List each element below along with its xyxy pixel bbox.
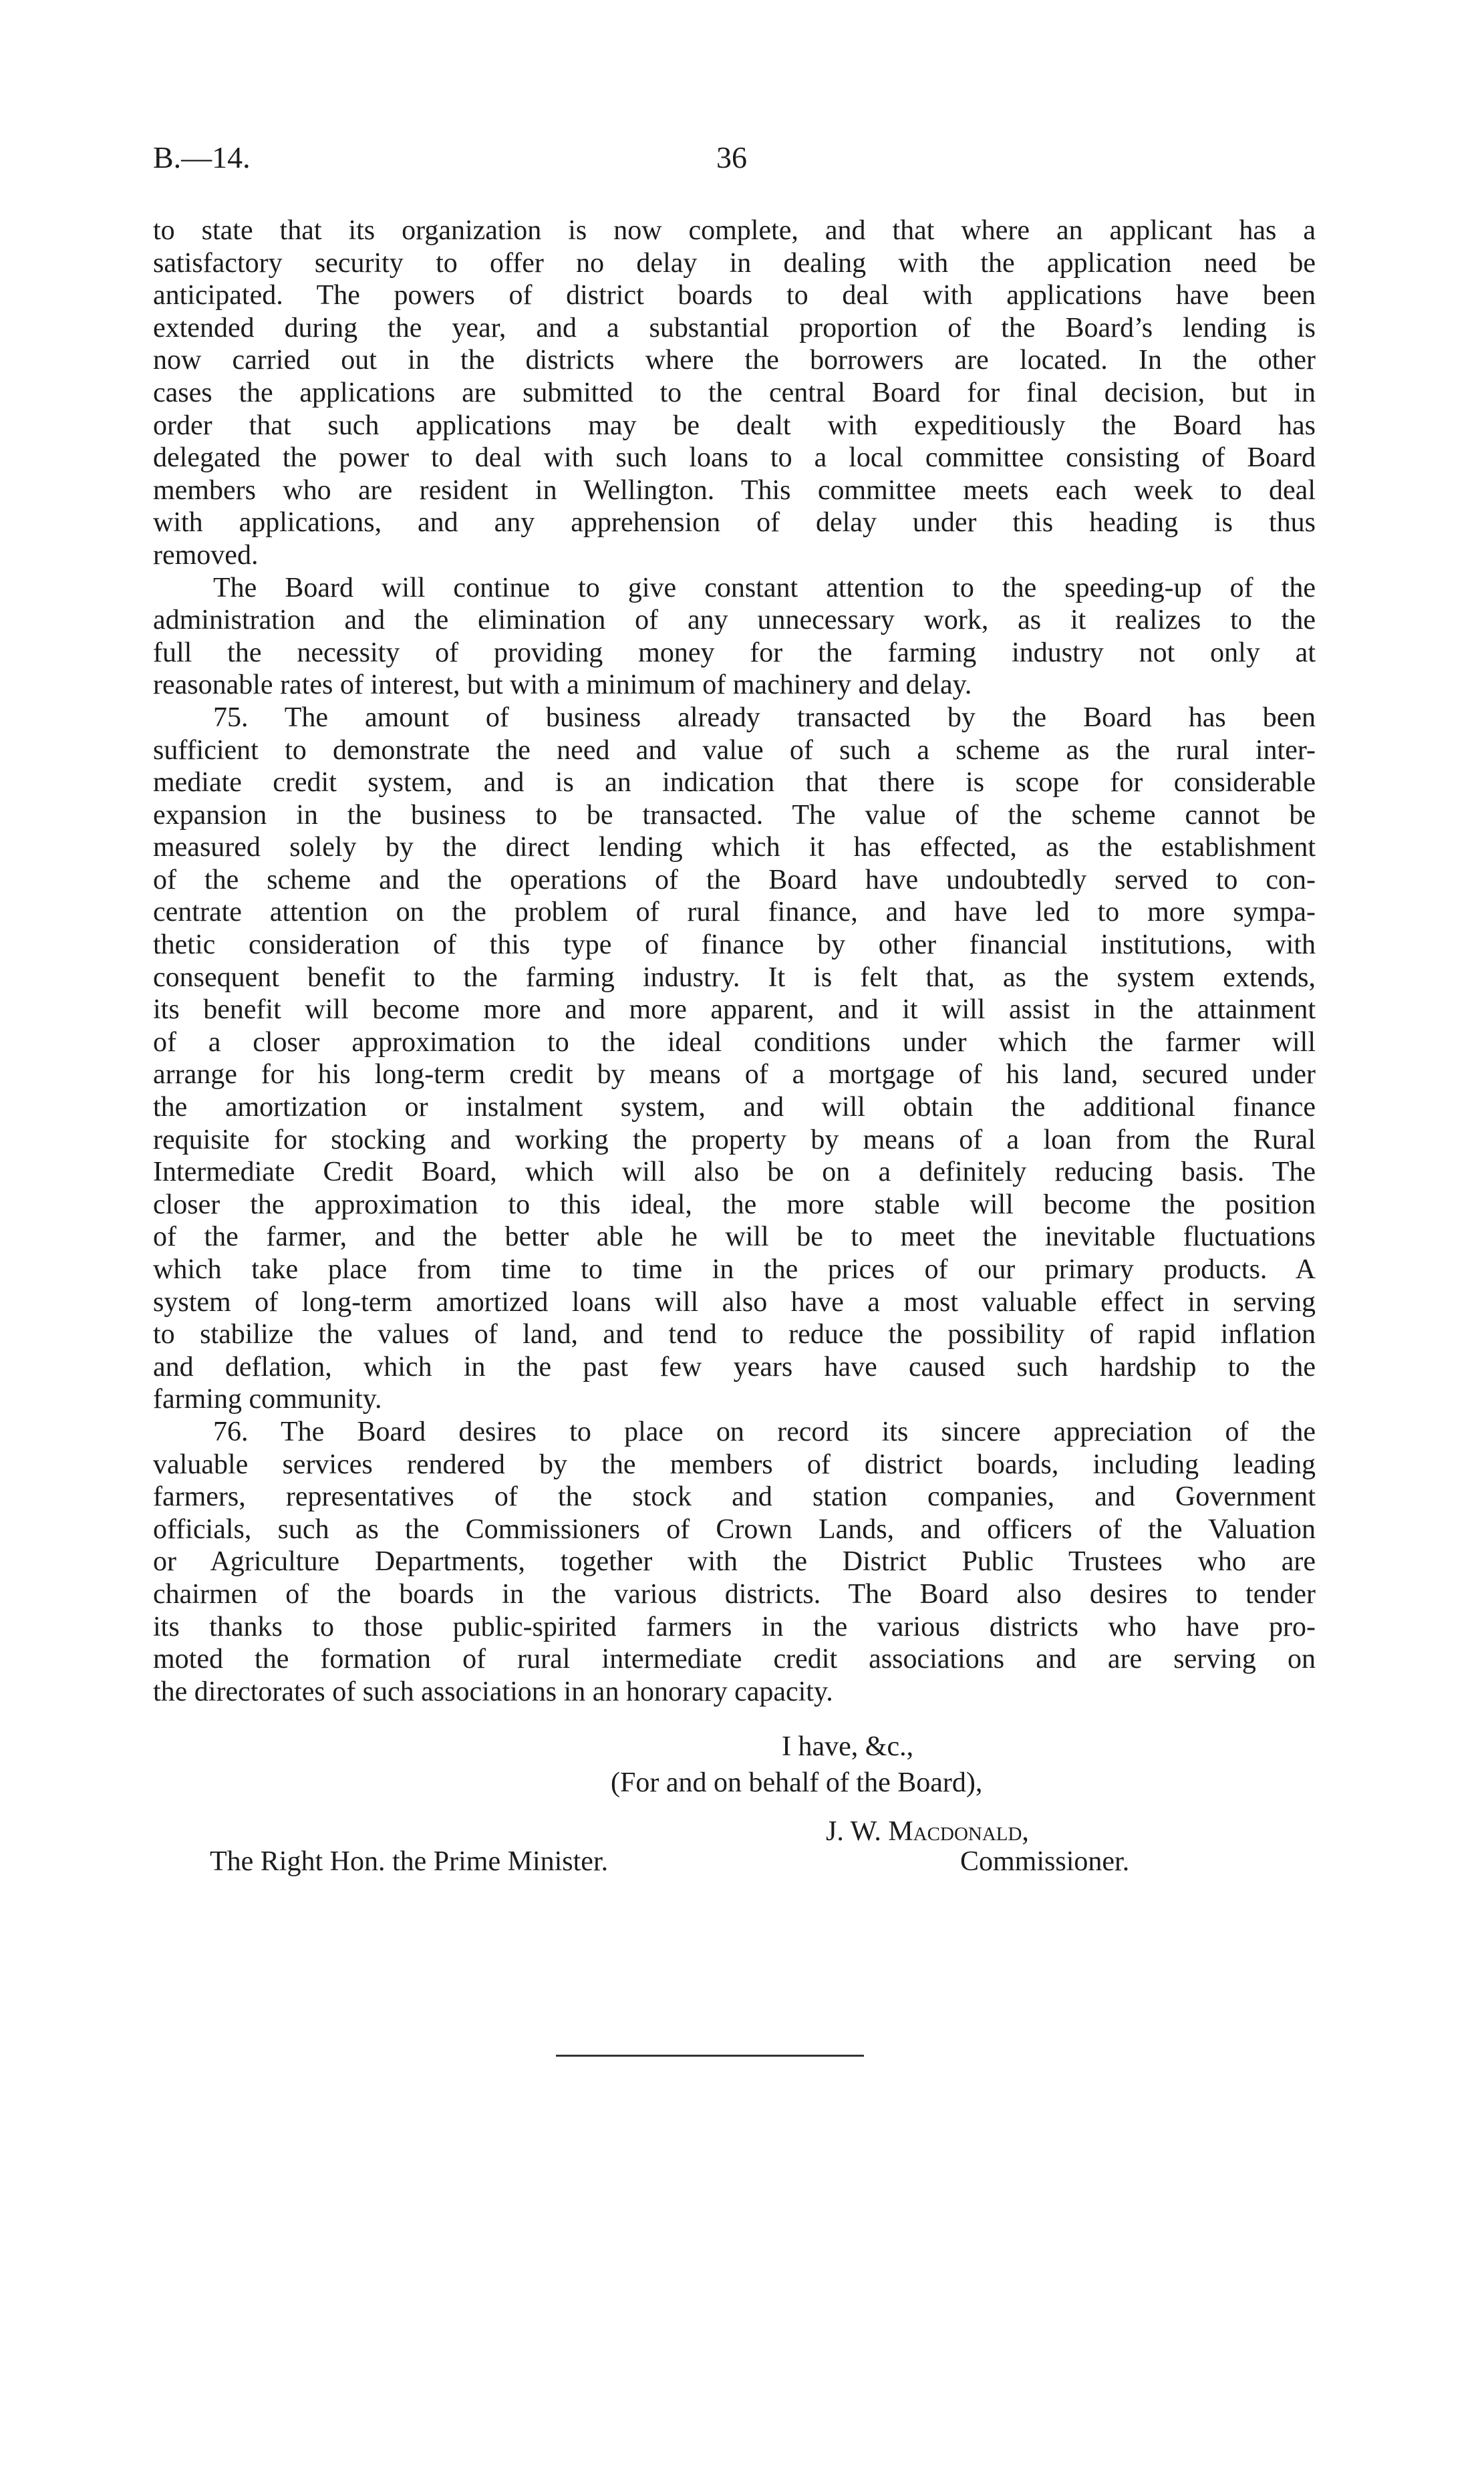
paragraph-3-line: of the scheme and the operations of the Board have undoubtedly served to con-: [153, 864, 1316, 895]
paragraph-4-line: 76. The Board desires to place on record its sincere appreciation of the: [213, 1416, 1316, 1447]
paragraph-3-line: of a closer approximation to the ideal conditions under which the farmer will: [153, 1026, 1316, 1058]
paragraph-2-line: reasonable rates of interest, but with a minimum of machinery and delay.: [153, 670, 972, 701]
body-text: [153, 214, 1316, 1708]
paragraph-3-line: its benefit will become more and more apparent, and it will assist in the attainment: [153, 994, 1316, 1026]
paragraph-3-line: sufficient to demonstrate the need and value of such a scheme as the rural inter-: [153, 734, 1316, 766]
signatory-title: Commissioner.: [960, 1846, 1130, 1877]
paragraph-2-line: full the necessity of providing money for the farming industry not only at: [153, 637, 1316, 668]
paragraph-1-line: anticipated. The powers of district boards to deal with applications have been: [153, 280, 1316, 311]
paragraph-1-line: now carried out in the districts where the borrowers are located. In the other: [153, 345, 1316, 376]
paragraph-2-line: The Board will continue to give constant attention to the speeding-up of the: [213, 572, 1316, 603]
paragraph-4-line: or Agriculture Departments, together with the District Public Trustees who are: [153, 1546, 1316, 1578]
paragraph-4-line: the directorates of such associations in an honorary capacity.: [153, 1676, 833, 1707]
paragraph-4-line: farmers, representatives of the stock and station companies, and Government: [153, 1481, 1316, 1513]
addressee: The Right Hon. the Prime Minister.: [210, 1846, 609, 1877]
paragraph-4-line: moted the formation of rural intermediate credit associations and are serving on: [153, 1644, 1316, 1675]
paragraph-3-line: of the farmer, and the better able he will be to meet the inevitable fluctuations: [153, 1221, 1316, 1253]
paragraph-1-line: removed.: [153, 539, 259, 571]
end-rule-divider: [556, 2055, 864, 2057]
paragraph-3-line: mediate credit system, and is an indication that there is scope for considerable: [153, 767, 1316, 798]
paragraph-3-line: centrate attention on the problem of rural finance, and have led to more sympa-: [153, 897, 1316, 928]
paragraph-1-line: cases the applications are submitted to the central Board for final decision, but in: [153, 377, 1316, 408]
paragraph-3-line: requisite for stocking and working the property by means of a loan from the Rural: [153, 1124, 1316, 1155]
paragraph-3-line: the amortization or instalment system, and will obtain the additional finance: [153, 1092, 1316, 1123]
paragraph-4-line: valuable services rendered by the members of district boards, including leading: [153, 1449, 1316, 1480]
closing-on-behalf: (For and on behalf of the Board),: [611, 1767, 983, 1798]
signatory-name: J. W. Macdonald,: [826, 1816, 1029, 1847]
document-reference: B.—14.: [153, 140, 251, 174]
paragraph-4-line: its thanks to those public-spirited farmers in the various districts who have pro-: [153, 1611, 1316, 1642]
paragraph-1-line: to state that its organization is now complete, and that where an applicant has a: [153, 215, 1316, 246]
paragraph-4-line: officials, such as the Commissioners of Crown Lands, and officers of the Valuation: [153, 1513, 1316, 1545]
paragraph-3-line: which take place from time to time in the prices of our primary products. A: [153, 1254, 1316, 1285]
paragraph-1-line: satisfactory security to offer no delay in dealing with the application need be: [153, 247, 1316, 279]
paragraph-3-line: closer the approximation to this ideal, the more stable will become the position: [153, 1189, 1316, 1220]
paragraph-3-line: measured solely by the direct lending which it has effected, as the establishment: [153, 832, 1316, 863]
paragraph-3-line: to stabilize the values of land, and tend to reduce the possibility of rapid inflation: [153, 1319, 1316, 1350]
paragraph-1-line: delegated the power to deal with such loans to a local committee consisting of Board: [153, 442, 1316, 474]
paragraph-3-line: thetic consideration of this type of finance by other financial institutions, with: [153, 929, 1316, 961]
paragraph-3-line: farming community.: [153, 1384, 382, 1415]
paragraph-4-line: chairmen of the boards in the various districts. The Board also desires to tender: [153, 1578, 1316, 1610]
paragraph-1-line: members who are resident in Wellington. This committee meets each week to deal: [153, 474, 1316, 506]
paragraph-1-line: extended during the year, and a substantial proportion of the Board’s lending is: [153, 312, 1316, 343]
paragraph-1-line: order that such applications may be dealt with expeditiously the Board has: [153, 410, 1316, 441]
closing-salutation: I have, &c.,: [782, 1731, 914, 1762]
paragraph-3-line: consequent benefit to the farming industry. It is felt that, as the system extends,: [153, 962, 1316, 993]
paragraph-1-line: with applications, and any apprehension of delay under this heading is thus: [153, 507, 1316, 539]
paragraph-2-line: administration and the elimination of any unnecessary work, as it realizes to the: [153, 605, 1316, 636]
paragraph-3-line: arrange for his long-term credit by means of a mortgage of his land, secured under: [153, 1059, 1316, 1090]
paragraph-3-line: expansion in the business to be transacted. The value of the scheme cannot be: [153, 799, 1316, 831]
paragraph-3-line: and deflation, which in the past few years have caused such hardship to the: [153, 1351, 1316, 1382]
page-number: 36: [716, 140, 747, 174]
paragraph-3-line: system of long-term amortized loans will also have a most valuable effect in serving: [153, 1286, 1316, 1318]
paragraph-3-line: 75. The amount of business already transacted by the Board has been: [213, 702, 1316, 733]
paragraph-3-line: Intermediate Credit Board, which will also be on a definitely reducing basis. The: [153, 1157, 1316, 1188]
